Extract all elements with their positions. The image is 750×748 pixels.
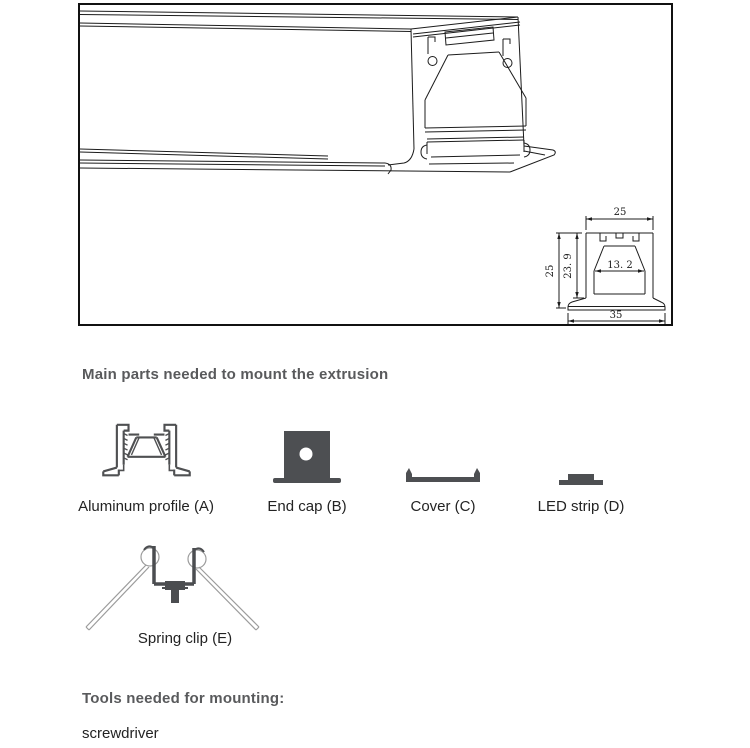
cross-section-dimension-drawing [545, 207, 665, 324]
dim-label-top-width: 25 [613, 207, 627, 218]
part-spring-clip [80, 540, 265, 635]
extrusion-body-lines [80, 11, 518, 174]
extrusion-3d-drawing [80, 5, 671, 324]
end-cap-icon [273, 418, 341, 486]
dim-label-overall-height: 25 [545, 264, 556, 278]
part-aluminum-profile [61, 418, 231, 515]
cover-icon [404, 418, 482, 486]
dim-label-inner-width: 13. 2 [607, 260, 633, 271]
technical-drawing-panel [78, 3, 673, 326]
part-label-aluminum-profile: Aluminum profile (A) [78, 498, 214, 515]
part-label-end-cap: End cap (B) [267, 498, 347, 515]
main-parts-heading: Main parts needed to mount the extrusion [82, 366, 389, 383]
part-label-cover: Cover (C) [410, 498, 476, 515]
dim-bottom-width [568, 310, 665, 324]
extrusion-end-face [388, 17, 555, 172]
tools-heading: Tools needed for mounting: [82, 690, 285, 707]
dim-label-body-height: 23. 9 [563, 253, 574, 279]
led-strip-icon [558, 418, 604, 486]
dim-body-height [563, 233, 584, 298]
dim-top-width [586, 207, 653, 230]
dim-inner-width [595, 260, 644, 273]
part-label-led-strip: LED strip (D) [537, 498, 625, 515]
dim-label-bottom-width: 35 [609, 310, 623, 321]
part-led-strip [496, 418, 666, 515]
aluminum-profile-icon [99, 418, 194, 486]
spring-clip-icon [80, 540, 265, 635]
part-label-spring-clip: Spring clip (E) [137, 630, 233, 647]
tools-item-screwdriver: screwdriver [82, 725, 159, 742]
